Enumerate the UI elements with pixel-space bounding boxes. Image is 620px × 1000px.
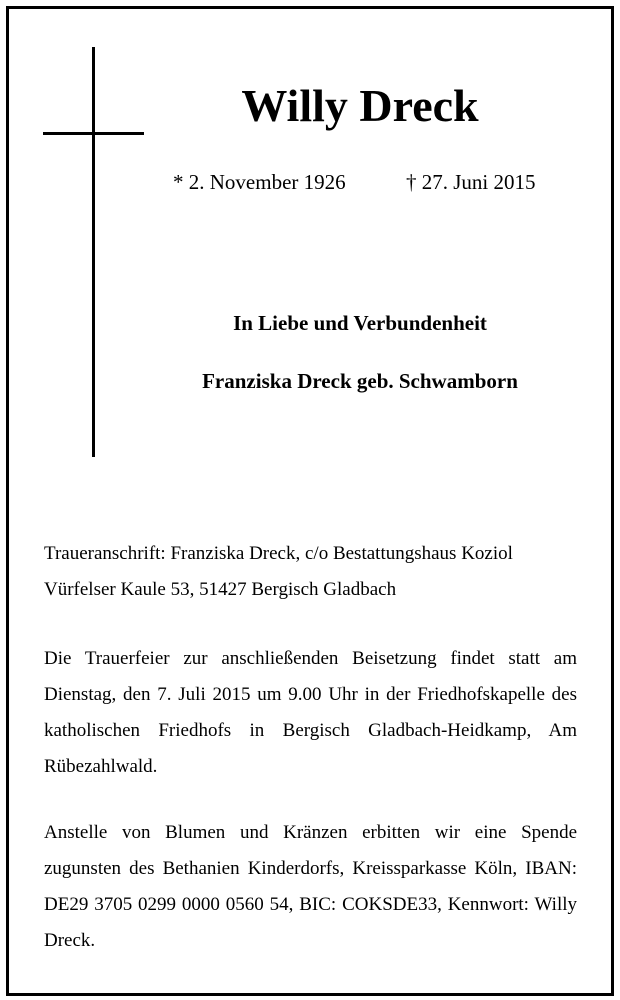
address-line: Vürfelser Kaule 53, 51427 Bergisch Gladbach bbox=[44, 579, 397, 600]
mourner-name: Franziska Dreck geb. Schwamborn bbox=[202, 369, 518, 393]
death-date: † 27. Juni 2015 bbox=[406, 170, 536, 194]
cross-symbol-horizontal bbox=[43, 132, 144, 135]
life-dates bbox=[0, 170, 620, 198]
mourning-address bbox=[44, 536, 577, 608]
birth-date: * 2. November 1926 bbox=[173, 170, 346, 194]
deceased-name: Willy Dreck bbox=[241, 80, 479, 131]
cross-symbol-vertical bbox=[92, 47, 95, 457]
address-line: Traueranschrift: Franziska Dreck, c/o Bestattungshaus Koziol bbox=[44, 543, 513, 564]
dedication-line: In Liebe und Verbundenheit bbox=[233, 311, 487, 335]
donation-paragraph: Anstelle von Blumen und Kränzen erbitten wir eine Spende zugunsten des Bethanien Kinderdorfs, Kreissparkasse Köln, IBAN: DE29 3705 0299 0000 0560 54, BIC: COKSDE33, Kennwort: Willy Dreck. bbox=[44, 822, 577, 951]
funeral-service-paragraph: Die Trauerfeier zur anschließenden Beisetzung findet statt am Dienstag, den 7. Juli 2015 um 9.00 Uhr in der Friedhofskapelle des katholischen Friedhofs in Bergisch Gladbach-Heidkamp, Am Rübezahlwald. bbox=[44, 648, 577, 777]
